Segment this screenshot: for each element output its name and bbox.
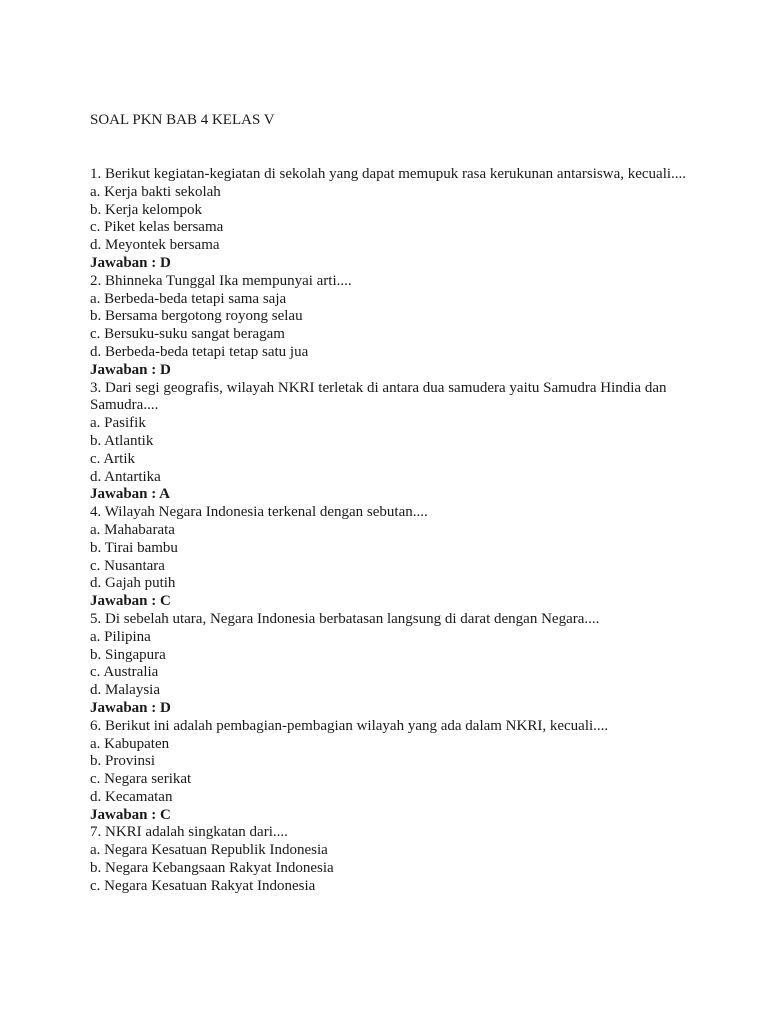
question-text: 1. Berikut kegiatan-kegiatan di sekolah yang dapat memupuk rasa kerukunan antarsiswa, kecuali.... <box>90 166 687 182</box>
question-item <box>90 273 690 380</box>
answer-option: a. Kerja bakti sekolah <box>90 183 221 200</box>
answer-option: d. Malaysia <box>90 682 160 699</box>
answer-option: c. Negara serikat <box>90 771 192 788</box>
answer-option: c. Negara Kesatuan Rakyat Indonesia <box>90 877 316 894</box>
question-item <box>90 718 690 825</box>
answer-option: d. Kecamatan <box>90 788 173 805</box>
answer-option: b. Singapura <box>90 646 166 663</box>
answer-option: d. Berbeda-beda tetapi tetap satu jua <box>90 343 309 360</box>
answer-option: c. Piket kelas bersama <box>90 219 224 236</box>
question-text: 5. Di sebelah utara, Negara Indonesia berbatasan langsung di darat dengan Negara.... <box>90 610 600 627</box>
answer-option: c. Artik <box>90 450 135 467</box>
answer-option: a. Pilipina <box>90 628 151 645</box>
answer-key: Jawaban : A <box>90 486 171 503</box>
answer-option: b. Negara Kebangsaan Rakyat Indonesia <box>90 860 334 877</box>
answer-option: a. Berbeda-beda tetapi sama saja <box>90 290 287 307</box>
question-item <box>90 380 690 505</box>
document-page <box>90 111 690 896</box>
answer-key: Jawaban : D <box>90 254 171 271</box>
question-text: 7. NKRI adalah singkatan dari.... <box>90 824 288 841</box>
answer-option: c. Bersuku-suku sangat beragam <box>90 326 285 343</box>
question-item <box>90 824 690 895</box>
answer-option: c. Australia <box>90 664 159 681</box>
question-text: 6. Berikut ini adalah pembagian-pembagian wilayah yang ada dalam NKRI, kecuali.... <box>90 717 609 734</box>
document-title: SOAL PKN BAB 4 KELAS V <box>90 112 275 128</box>
question-text: 2. Bhinneka Tunggal Ika mempunyai arti.... <box>90 272 352 289</box>
question-text: 3. Dari segi geografis, wilayah NKRI terletak di antara dua samudera yaitu Samudra Hindia dan Samudra.... <box>90 379 667 414</box>
answer-option: b. Tirai bambu <box>90 539 178 556</box>
answer-key: Jawaban : D <box>90 699 171 716</box>
answer-option: b. Bersama bergotong royong selau <box>90 308 303 325</box>
answer-option: d. Meyontek bersama <box>90 237 220 254</box>
answer-option: a. Negara Kesatuan Republik Indonesia <box>90 842 328 859</box>
answer-option: d. Gajah putih <box>90 575 176 592</box>
answer-option: a. Kabupaten <box>90 735 170 752</box>
answer-option: a. Mahabarata <box>90 521 175 538</box>
answer-option: a. Pasifik <box>90 415 146 432</box>
question-item <box>90 166 690 273</box>
question-list <box>90 166 690 896</box>
answer-option: b. Atlantik <box>90 432 154 449</box>
question-text: 4. Wilayah Negara Indonesia terkenal dengan sebutan.... <box>90 504 428 521</box>
answer-key: Jawaban : C <box>90 593 171 610</box>
answer-option: b. Kerja kelompok <box>90 201 203 218</box>
answer-option: b. Provinsi <box>90 753 156 770</box>
answer-option: d. Antartika <box>90 468 161 485</box>
answer-key: Jawaban : C <box>90 806 171 823</box>
question-item <box>90 504 690 611</box>
question-item <box>90 611 690 718</box>
answer-key: Jawaban : D <box>90 361 171 378</box>
answer-option: c. Nusantara <box>90 557 165 574</box>
